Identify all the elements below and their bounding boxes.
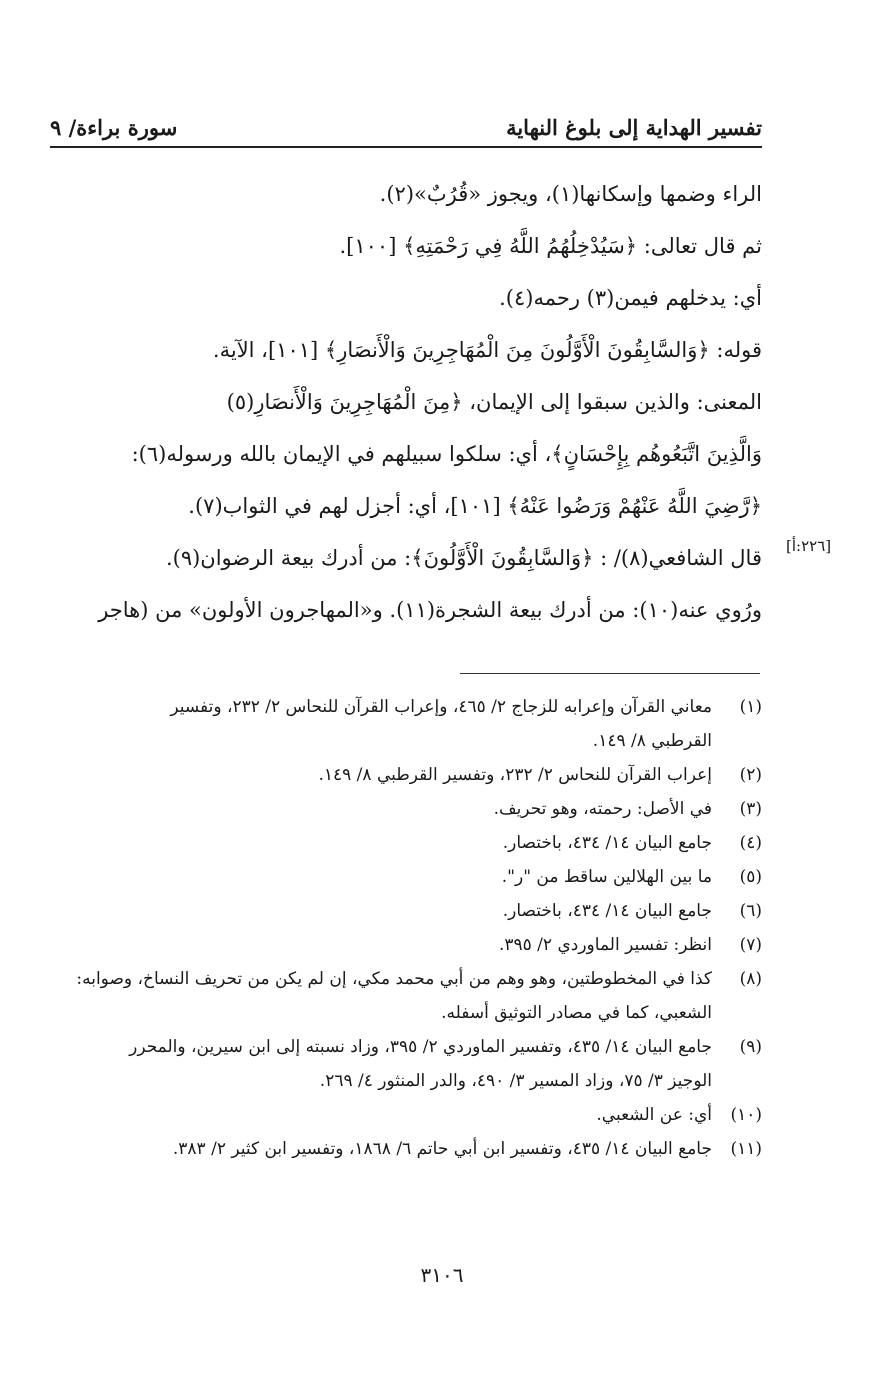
footnote — [50, 1030, 762, 1098]
footnote — [50, 690, 762, 758]
footnote-divider — [460, 673, 760, 674]
body-line: وَالَّذِينَ اتَّبَعُوهُم بِإِحْسَانٍ﴾، أي: سلكوا سبيلهم في الإيمان بالله ورسوله(٦): — [131, 442, 762, 466]
footnote-text — [50, 1030, 712, 1098]
footnote-number: (٥) — [739, 867, 762, 887]
body-line: قال الشافعي(٨)/ : ﴿وَالسَّابِقُونَ الْأَوَّلُونَ﴾: من أدرك بيعة الرضوان(٩). — [165, 546, 762, 570]
footnote — [50, 928, 762, 962]
footnote-line: الشعبي، كما في مصادر التوثيق أسفله. — [441, 1003, 712, 1023]
footnote — [50, 826, 762, 860]
footnote-line: جامع البيان ١٤/ ٤٣٥، وتفسير الماوردي ٢/ ٣٩٥، وزاد نسبته إلى ابن سيرين، والمحرر — [129, 1037, 712, 1057]
body-line: ﴿رَّضِيَ اللَّهُ عَنْهُمْ وَرَضُوا عَنْهُ﴾ [١٠١]، أي: أجزل لهم في الثواب(٧). — [188, 494, 762, 518]
footnote-text — [50, 690, 712, 758]
footnote-number: (٨) — [739, 969, 762, 989]
footnotes — [50, 690, 762, 1166]
footnote-line: جامع البيان ١٤/ ٤٣٤، باختصار. — [502, 833, 712, 853]
footnote-number: (١) — [739, 697, 762, 717]
header-divider — [50, 146, 762, 148]
footnote — [50, 1132, 762, 1166]
body-line: قوله: ﴿وَالسَّابِقُونَ الْأَوَّلُونَ مِنَ الْمُهَاجِرِينَ وَالْأَنصَارِ﴾ [١٠١]، الآية. — [212, 338, 762, 362]
body-line: المعنى: والذين سبقوا إلى الإيمان، ﴿مِنَ الْمُهَاجِرِينَ وَالْأَنصَارِ(٥) — [226, 390, 762, 414]
footnote-number: (٤) — [739, 833, 762, 853]
footnote — [50, 1098, 762, 1132]
footnote-line: في الأصل: رحمته، وهو تحريف. — [493, 799, 712, 819]
footnote-text — [50, 860, 712, 894]
footnote-number: (١٠) — [730, 1105, 762, 1125]
footnote-number: (٧) — [739, 935, 762, 955]
footnote — [50, 860, 762, 894]
footnote-line: جامع البيان ١٤/ ٤٣٥، وتفسير ابن أبي حاتم ٦/ ١٨٦٨، وتفسير ابن كثير ٢/ ٣٨٣. — [172, 1139, 712, 1159]
footnote-line: ما بين الهلالين ساقط من "ر". — [501, 867, 712, 887]
footnote-text — [50, 928, 712, 962]
footnote-text — [50, 826, 712, 860]
footnote-number: (٦) — [739, 901, 762, 921]
footnote-line: أي: عن الشعبي. — [596, 1105, 712, 1125]
footnote-line: الوجيز ٣/ ٧٥، وزاد المسير ٣/ ٤٩٠، والدر المنثور ٤/ ٢٦٩. — [319, 1071, 712, 1091]
footnote-number: (١١) — [730, 1139, 762, 1159]
body-line: الراء وضمها وإسكانها(١)، ويجوز «قُرُبٌ»(٢). — [379, 182, 762, 206]
footnote-number: (٩) — [739, 1037, 762, 1057]
footnote-line: كذا في المخطوطتين، وهو وهم من أبي محمد مكي، إن لم يكن من تحريف النساخ، وصوابه: — [76, 969, 712, 989]
footnote-text — [50, 1098, 712, 1132]
footnote — [50, 792, 762, 826]
footnote-line: انظر: تفسير الماوردي ٢/ ٣٩٥. — [498, 935, 712, 955]
footnote — [50, 962, 762, 1030]
footnote-line: القرطبي ٨/ ١٤٩. — [592, 731, 712, 751]
running-header — [50, 100, 762, 140]
book-title: تفسير الهداية إلى بلوغ النهاية — [506, 115, 762, 140]
body-text — [40, 168, 762, 636]
footnote-text — [50, 1132, 712, 1166]
footnote — [50, 758, 762, 792]
footnote-line: معاني القرآن وإعرابه للزجاج ٢/ ٤٦٥، وإعراب القرآن للنحاس ٢/ ٢٣٢، وتفسير — [170, 697, 712, 717]
footnote-text — [50, 758, 712, 792]
manuscript-folio-reference: [٢٢٦:أ] — [786, 537, 832, 555]
footnote-number: (٢) — [739, 765, 762, 785]
footnote-line: إعراب القرآن للنحاس ٢/ ٢٣٢، وتفسير القرطبي ٨/ ١٤٩. — [318, 765, 712, 785]
footnote-text — [50, 792, 712, 826]
footnote-number: (٣) — [739, 799, 762, 819]
footnote — [50, 894, 762, 928]
footnote-text — [50, 894, 712, 928]
body-line: ثم قال تعالى: ﴿سَيُدْخِلُهُمُ اللَّهُ فِي رَحْمَتِهِ﴾ [١٠٠]. — [339, 234, 762, 258]
footnote-line: جامع البيان ١٤/ ٤٣٤، باختصار. — [502, 901, 712, 921]
body-line: ورُوي عنه(١٠): من أدرك بيعة الشجرة(١١). و«المهاجرون الأولون» من (هاجر — [98, 598, 762, 622]
page-number: ٣١٠٦ — [420, 1263, 464, 1287]
footnote-text — [50, 962, 712, 1030]
surah-reference: سورة براءة/ ٩ — [50, 115, 178, 140]
body-line: أي: يدخلهم فيمن(٣) رحمه(٤). — [499, 286, 762, 310]
